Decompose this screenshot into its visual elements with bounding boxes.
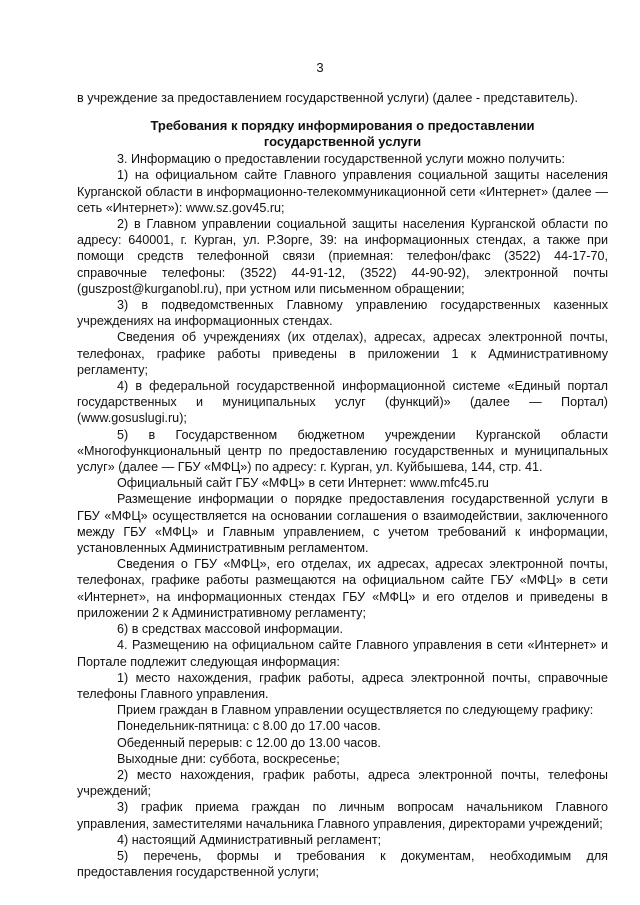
- paragraph: Обеденный перерыв: с 12.00 до 13.00 часов.: [117, 735, 381, 750]
- paragraph: 2) в Главном управлении социальной защиты населения Курганской области по адресу: 640001, г. Курган, ул. Р.Зорге, 39: на информационных стендах, а также при помощи средств телефонной связи (приемная: телефон/факс (3522) 44-17-70, справочные телефоны: (3522) 44-91-12, (3522) 44-90-92), электронной почты (guszpost@kurganobl.ru), при устном или письменном обращении;: [77, 217, 608, 296]
- paragraph: 3. Информацию о предоставлении государственной услуги можно получить:: [117, 152, 566, 167]
- paragraph: Официальный сайт ГБУ «МФЦ» в сети Интернет: www.mfc45.ru: [117, 476, 489, 491]
- paragraph: Сведения об учреждениях (их отделах), адресах, адресах электронной почты, телефонах, графике работы приведены в приложении 1 к Административному регламенту;: [77, 330, 608, 377]
- section-heading-line-1: Требования к порядку информирования о предоставлении: [150, 118, 535, 134]
- paragraph: 1) место нахождения, график работы, адреса электронной почты, справочные телефоны Главного управления.: [77, 670, 608, 701]
- page-number: 3: [316, 60, 324, 75]
- paragraph: 3) график приема граждан по личным вопросам начальником Главного управления, заместителями начальника Главного управления, директорами учреждений;: [77, 800, 608, 831]
- paragraph: 5) перечень, формы и требования к документам, необходимым для предоставления государственной услуги;: [77, 848, 608, 880]
- paragraph: Выходные дни: суббота, воскресенье;: [117, 751, 340, 766]
- section-heading-line-2: государственной услуги: [263, 134, 422, 150]
- paragraph: 3) в подведомственных Главному управлению государственных казенных учреждениях на информационных стендах.: [77, 298, 608, 329]
- paragraph: 4. Размещению на официальном сайте Главного управления в сети «Интернет» и Портале подлежит следующая информация:: [77, 638, 608, 669]
- paragraph: 5) в Государственном бюджетном учреждении Курганской области «Многофункциональный центр по предоставлению государственных и муниципальных услуг» (далее — ГБУ «МФЦ») по адресу: г. Курган, ул. Куйбышева, 144, стр. 41.: [77, 427, 608, 475]
- paragraph: 4) настоящий Административный регламент;: [117, 832, 382, 847]
- section-heading: [77, 118, 608, 150]
- paragraph: Сведения о ГБУ «МФЦ», его отделах, их адресах, адресах электронной почты, телефонах, графике работы размещаются на официальном сайте ГБУ «МФЦ» в сети «Интернет», на информационных стендах ГБУ «МФЦ» и его отделов и приведены в приложении 2 к Административному регламенту;: [77, 557, 608, 620]
- paragraph: 2) место нахождения, график работы, адреса электронной почты, телефоны учреждений;: [77, 767, 608, 799]
- paragraph: Размещение информации о порядке предоставления государственной услуги в ГБУ «МФЦ» осуществляется на основании соглашения о взаимодействии, заключенного между ГБУ «МФЦ» и Главным управлением, с учетом требований к информации, установленных Административным регламентом.: [77, 492, 608, 556]
- paragraph: Прием граждан в Главном управлении осуществляется по следующему графику:: [117, 703, 594, 718]
- paragraph: 6) в средствах массовой информации.: [117, 622, 343, 637]
- paragraph: 1) на официальном сайте Главного управления социальной защиты населения Курганской области в информационно-телекоммуникационной сети «Интернет» (далее — сеть «Интернет»): www.sz.gov45.ru;: [77, 168, 608, 215]
- intro-line: в учреждение за предоставлением государственной услуги) (далее - представитель).: [77, 91, 578, 105]
- paragraph: 4) в федеральной государственной информационной системе «Единый портал государственных и муниципальных услуг (функций)» (далее — Портал) (www.gosuslugi.ru);: [77, 379, 608, 426]
- paragraph: Понедельник-пятница: с 8.00 до 17.00 часов.: [117, 719, 381, 734]
- document-body: [77, 90, 608, 880]
